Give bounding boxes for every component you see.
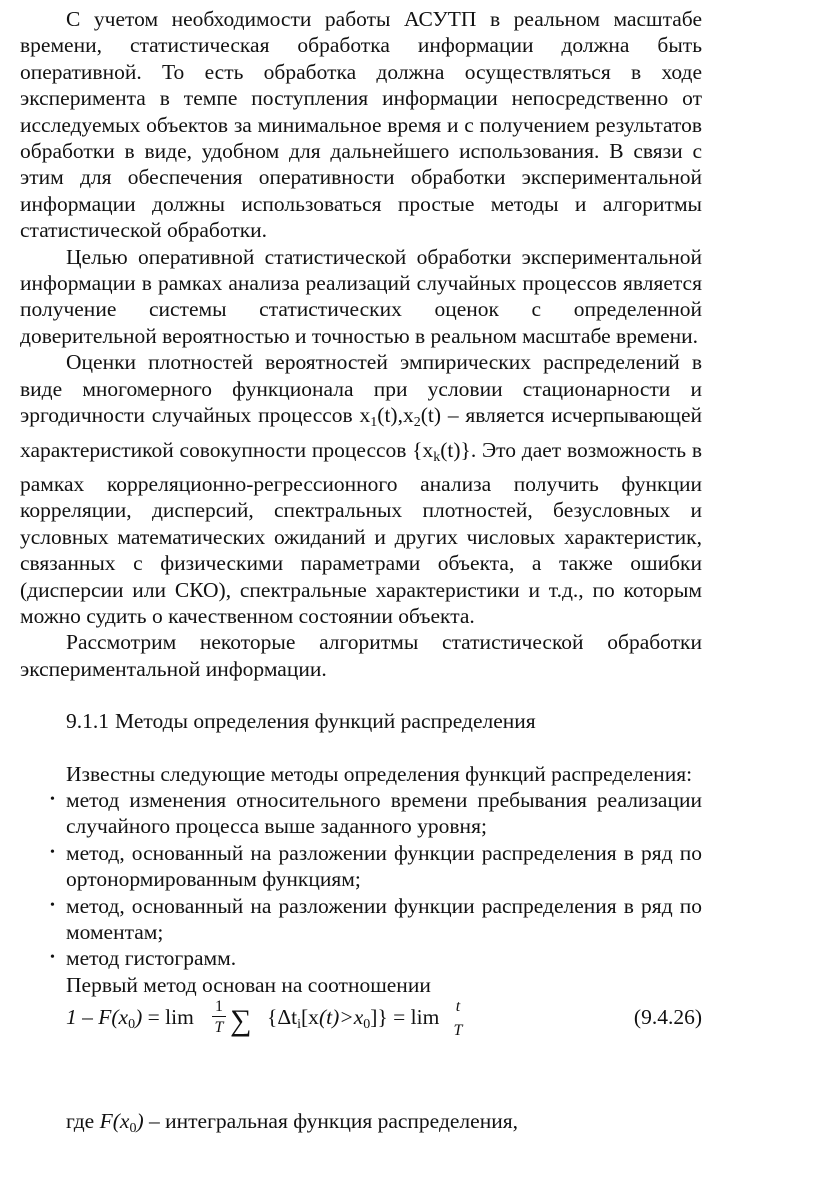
formula-fraction-1 (212, 998, 226, 1037)
list-item (20, 787, 702, 840)
formula-minus: – (76, 1005, 99, 1030)
formula-sub-i: i (297, 1017, 302, 1033)
formula-bracket-x: [x (301, 1005, 319, 1030)
paragraph-3-part-3: (t) – является исчерпывающей характеристикой совокупности процессов {x (20, 403, 702, 462)
formula-9-4-26 (20, 998, 702, 1068)
document-page (20, 6, 702, 1143)
fraction-2-numerator: t (455, 998, 461, 1016)
paragraph-3-part-4: (t)}. Это дает возможность в рамках корреляционно-регрессионного анализа получить функции корреляции, дисперсий, спектральных плотностей, безусловных и условных математических ожиданий и других числовых характеристик, связанных с физическими параметрами объекта, а также ошибки (дисперсии или СКО), спектральные характеристики и т.д., по которым можно судить о качественном состоянии объекта. (20, 437, 702, 628)
subscript-1: 1 (370, 415, 378, 431)
fraction-1-numerator: 1 (212, 998, 226, 1017)
list-item (20, 945, 702, 971)
paragraph-3-part-1: Оценки плотностей вероятностей эмпирических распределений в виде многомерного функционала при условии стационарности и эргодичности случайных процессов x (20, 350, 702, 428)
formula-eq-lim-1: = lim (142, 1005, 194, 1030)
formula-rhs (267, 1004, 439, 1038)
sigma-icon: ∑ (230, 1004, 252, 1038)
fraction-2-denominator: T (453, 1022, 463, 1040)
paragraph-3-part-2: (t),x (377, 403, 414, 428)
paragraph-1: С учетом необходимости работы АСУТП в реальном масштабе времени, статистическая обработка информации должна быть оперативной. То есть обработка должна осуществляться в ходе эксперимента в темпе поступления информации непосредственно от исследуемых объектов за минимальное время и с получением результатов обработки в виде, удобном для дальнейшего использования. В связи с этим для обеспечения оперативности обработки экспериментальной информации должны использоваться простые методы и алгоритмы статистической обработки. (20, 7, 702, 243)
list-item-text: метод, основанный на разложении функции распределения в ряд по ортонормированным функциям; (66, 840, 702, 892)
fraction-1-denominator: T (214, 1019, 224, 1037)
methods-list (20, 787, 702, 972)
section-number: 9.1.1 (66, 709, 109, 734)
formula-t-part: (t)>x (318, 1005, 364, 1030)
methods-intro: Известны следующие методы определения функций распределения: (66, 761, 693, 786)
bullet-icon: • (50, 950, 55, 966)
formula-F: F(x (98, 1005, 129, 1030)
formula-sub-0b: 0 (363, 1017, 371, 1033)
formula-fraction-2 (452, 998, 464, 1040)
section-title: Методы определения функций распределения (115, 709, 536, 734)
formula-sub-0: 0 (128, 1017, 136, 1033)
where-prefix: где (66, 1109, 100, 1134)
formula-lhs (66, 1004, 194, 1038)
list-item-text: метод изменения относительного времени пребывания реализации случайного процесса выше заданного уровня; (66, 787, 702, 839)
list-item (20, 840, 702, 893)
formula-close: ) (135, 1005, 143, 1030)
list-item-text: метод гистограмм. (66, 946, 237, 971)
paragraph-3 (20, 349, 702, 629)
where-rest: – интегральная функция распределения, (143, 1109, 518, 1134)
section-heading (20, 708, 702, 734)
where-sub-0: 0 (129, 1121, 137, 1137)
paragraph-4: Рассмотрим некоторые алгоритмы статистической обработки экспериментальной информации. (20, 630, 702, 681)
formula-brace-close: ]} = lim (370, 1005, 440, 1030)
list-item (20, 893, 702, 946)
bullet-icon: • (50, 844, 55, 860)
formula-brace-open: {Δt (267, 1005, 298, 1030)
subscript-2: 2 (413, 415, 421, 431)
paragraph-2: Целью оперативной статистической обработки экспериментальной информации в рамках анализа реализаций случайных процессов является получение системы статистических оценок с определенной доверительной вероятностью и точностью в реальном масштабе времени. (20, 244, 702, 348)
where-line (20, 1108, 702, 1142)
list-item-text: метод, основанный на разложении функции распределения в ряд по моментам; (66, 893, 702, 944)
bullet-icon: • (50, 791, 55, 807)
first-method-line: Первый метод основан на соотношении (66, 972, 431, 997)
formula-one: 1 (66, 1005, 77, 1030)
subscript-k: k (433, 449, 441, 465)
equation-number: (9.4.26) (633, 1005, 702, 1030)
where-close: ) (136, 1109, 144, 1134)
bullet-icon: • (50, 897, 55, 913)
where-F: F(x (99, 1109, 130, 1134)
